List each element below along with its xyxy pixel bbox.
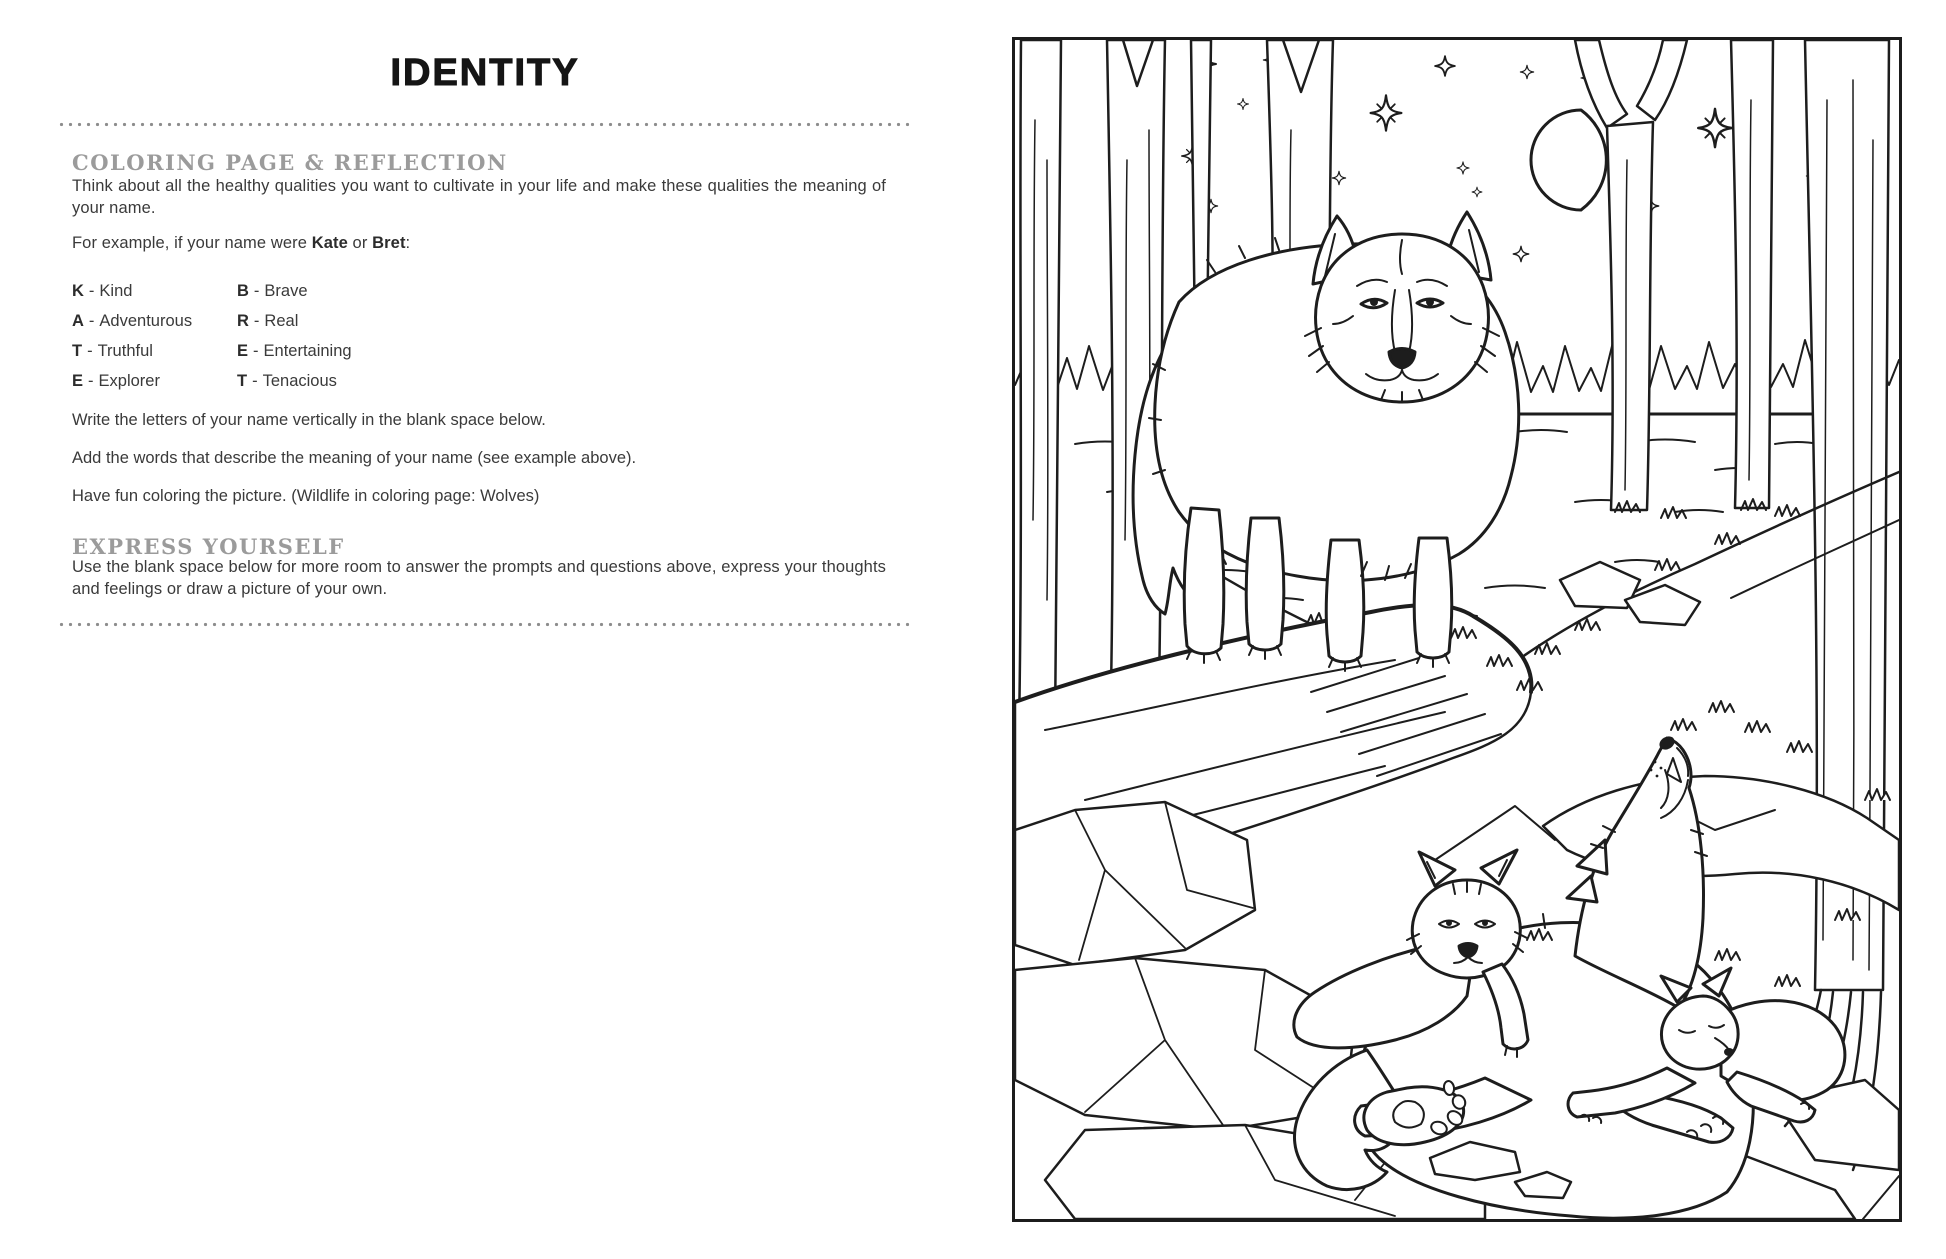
acrostic-letter: E	[237, 342, 249, 360]
acrostic-item	[72, 276, 237, 306]
acrostic-letter: B	[237, 282, 249, 300]
standing-wolf	[1133, 212, 1519, 671]
acrostic-separator: -	[88, 282, 95, 300]
example-prefix: For example, if your name were	[72, 234, 312, 252]
acrostic-item	[237, 276, 632, 306]
tree-trunk-branched	[1637, 40, 1687, 120]
wolves-coloring-svg	[1015, 40, 1899, 1219]
acrostic-letter: K	[72, 282, 84, 300]
acrostic-word: Entertaining	[263, 342, 352, 360]
example-name-bret: Bret	[372, 234, 406, 252]
acrostic-separator: -	[88, 312, 95, 330]
section-heading-express: EXPRESS YOURSELF	[72, 534, 345, 559]
tree-trunk	[1019, 40, 1061, 730]
example-middle: or	[347, 234, 373, 252]
page-title: IDENTITY	[390, 52, 580, 94]
wolf-leg	[1246, 518, 1284, 650]
acrostic-item	[72, 366, 237, 396]
acrostic-letter: T	[72, 342, 83, 360]
tree-trunk	[1731, 40, 1773, 508]
acrostic-separator: -	[88, 372, 94, 390]
acrostic-word: Adventurous	[99, 312, 193, 330]
wolf-leg	[1326, 540, 1364, 662]
tree-trunk	[1607, 122, 1653, 510]
instruction-add-words: Add the words that describe the meaning of your name (see example above).	[72, 449, 637, 467]
express-paragraph: Use the blank space below for more room to answer the prompts and questions above, express your thoughts and feelings or draw a picture of your own.	[72, 558, 886, 598]
acrostic-letter: A	[72, 312, 84, 330]
example-sentence	[72, 233, 886, 255]
pup-ear	[1481, 850, 1517, 884]
acrostic-word: Real	[264, 312, 299, 330]
example-suffix: :	[405, 234, 411, 252]
acrostic-item	[237, 336, 632, 366]
pup-nose	[1459, 944, 1477, 958]
howling-wolf-ear	[1567, 876, 1597, 902]
acrostic-example-table	[72, 276, 632, 396]
instruction-have-fun: Have fun coloring the picture. (Wildlife in coloring page: Wolves)	[72, 487, 540, 505]
pup-head	[1661, 996, 1738, 1069]
example-name-kate: Kate	[311, 234, 348, 252]
coloring-illustration	[1012, 37, 1902, 1222]
wolf-leg	[1414, 538, 1452, 658]
coloring-intro-paragraph: Think about all the healthy qualities you want to cultivate in your life and make these qualities the meaning of your name.	[72, 177, 886, 217]
instruction-write-letters: Write the letters of your name vertically in the blank space below.	[72, 411, 546, 429]
acrostic-letter: R	[237, 312, 249, 330]
acrostic-separator: -	[252, 372, 258, 390]
acrostic-word: Kind	[99, 282, 133, 300]
dotted-divider-bottom	[57, 622, 913, 627]
acrostic-separator: -	[87, 342, 93, 360]
acrostic-item	[72, 306, 237, 336]
wolf-leg	[1184, 508, 1224, 654]
acrostic-item	[237, 366, 632, 396]
howling-wolf-head	[1575, 738, 1703, 1008]
acrostic-item	[237, 306, 632, 336]
section-heading-coloring: COLORING PAGE & REFLECTION	[72, 150, 508, 175]
crescent-moon-icon	[1531, 110, 1606, 210]
dotted-divider-top	[57, 122, 913, 127]
acrostic-item	[72, 336, 237, 366]
text-column	[57, 0, 913, 1259]
pup-head	[1412, 880, 1520, 978]
wolf-face	[1316, 234, 1489, 402]
acrostic-separator: -	[253, 342, 259, 360]
acrostic-word: Explorer	[98, 372, 160, 390]
acrostic-word: Brave	[264, 282, 308, 300]
acrostic-letter: E	[72, 372, 84, 390]
acrostic-word: Tenacious	[262, 372, 337, 390]
wolf-head	[1305, 212, 1499, 402]
acrostic-letter: T	[237, 372, 248, 390]
acrostic-separator: -	[253, 282, 260, 300]
acrostic-word: Truthful	[97, 342, 153, 360]
acrostic-separator: -	[253, 312, 260, 330]
